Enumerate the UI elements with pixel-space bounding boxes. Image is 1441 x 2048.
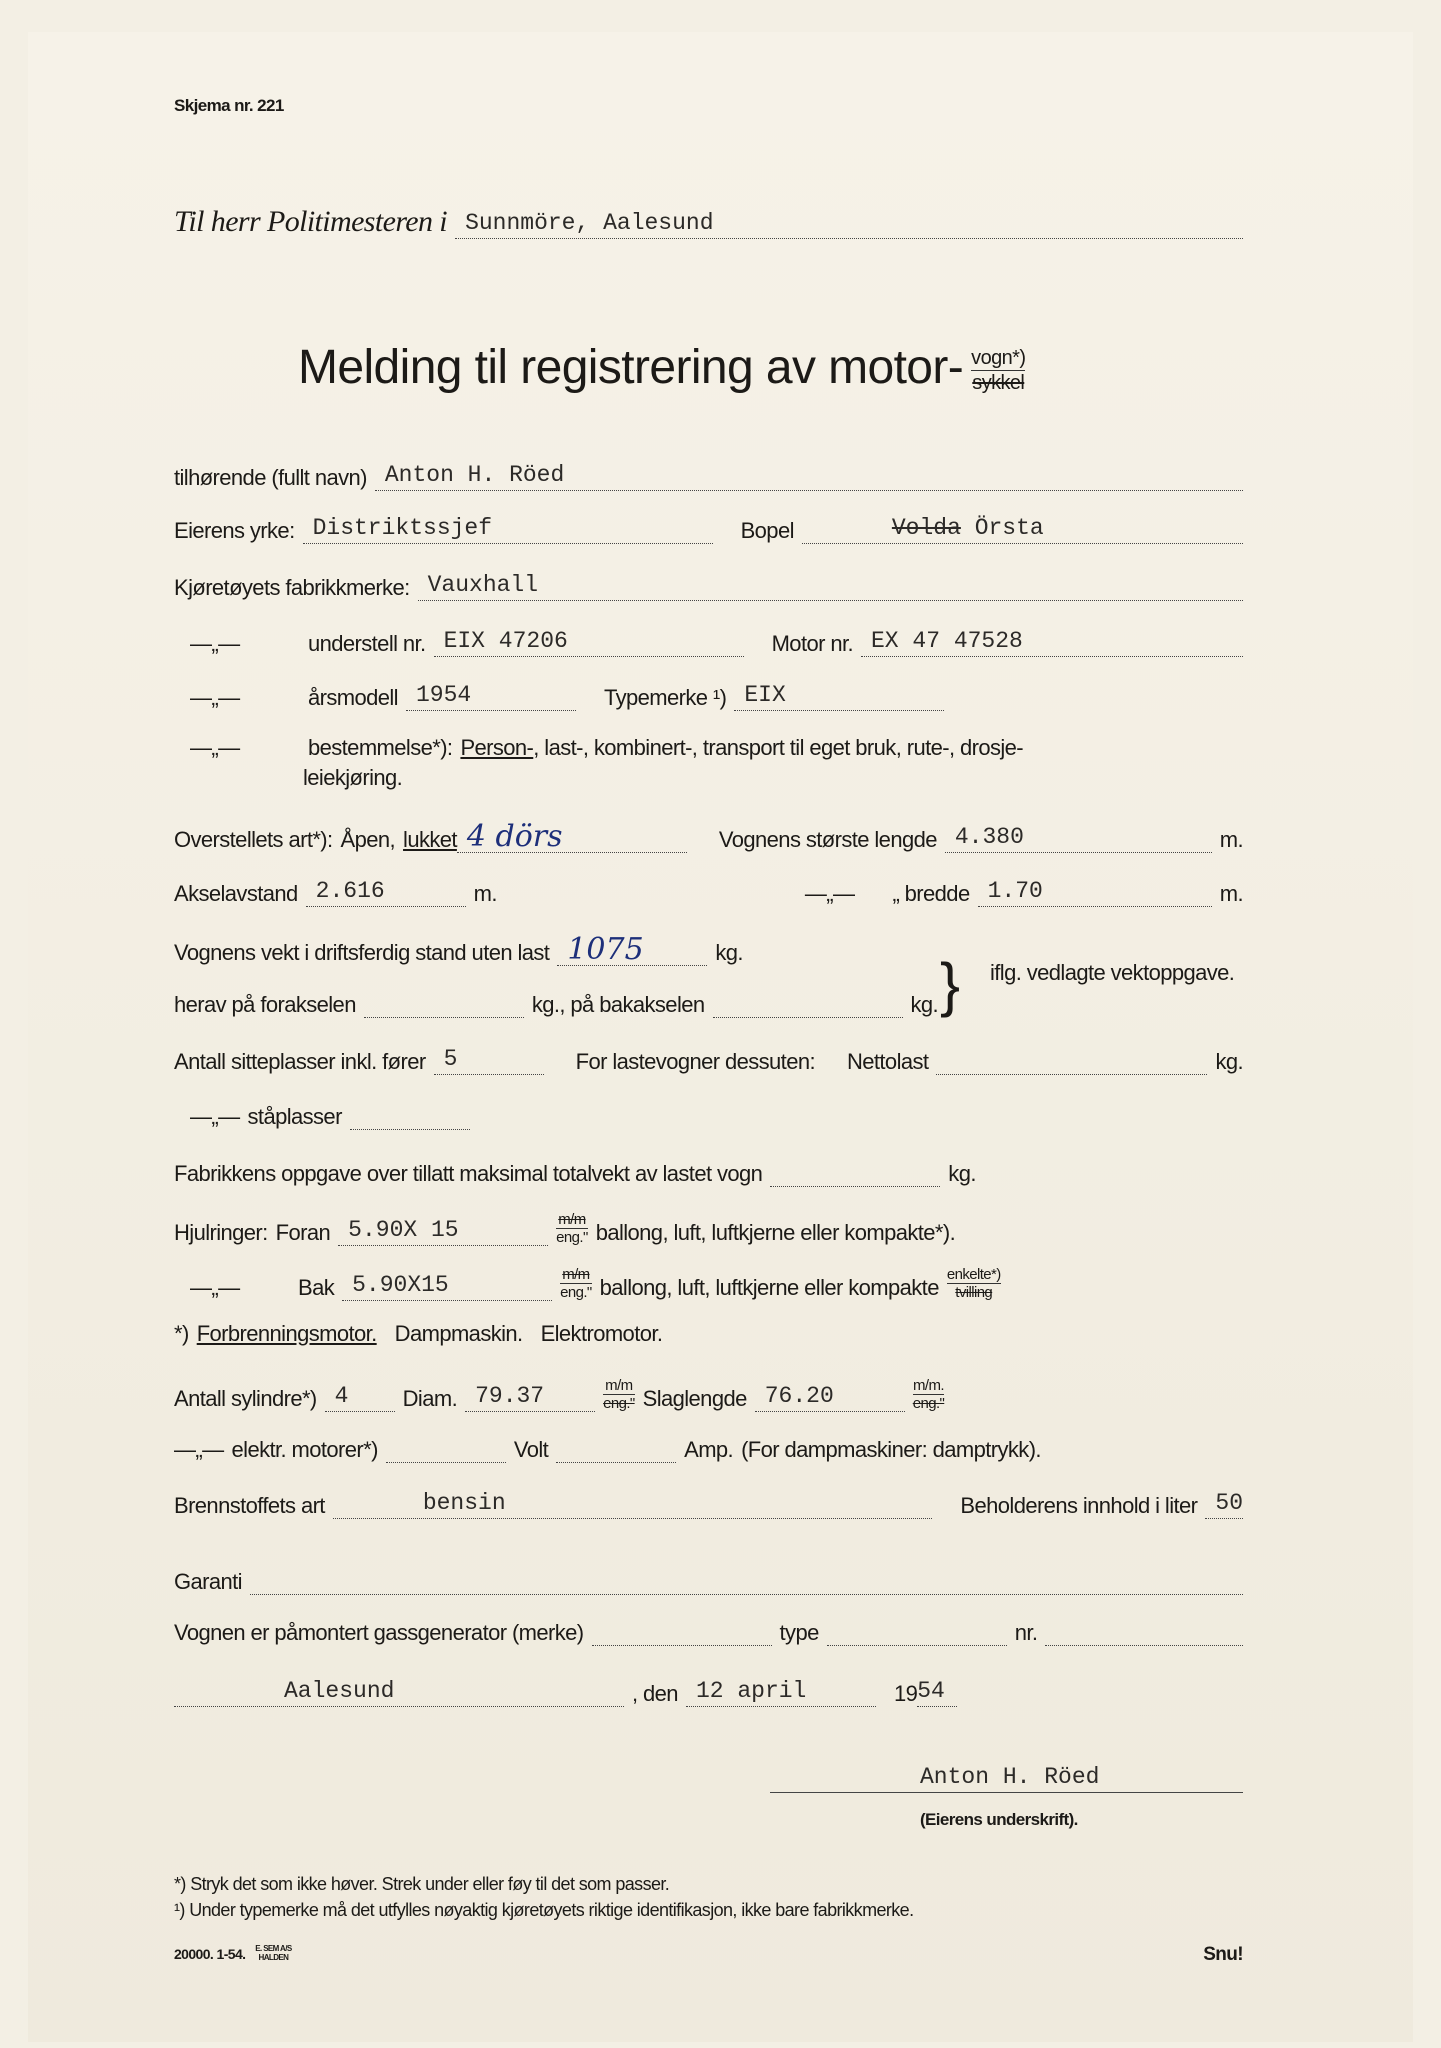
length-unit: m. — [1219, 827, 1243, 852]
electric-row — [174, 1432, 1251, 1463]
ditto-mark: —„— — [174, 1437, 224, 1462]
make-label: Kjøretøyets fabrikkmerke: — [174, 575, 410, 600]
place-field[interactable]: Aalesund — [174, 1676, 624, 1707]
engine-electric: Elektromotor. — [540, 1321, 663, 1346]
weight-label: Vognens vekt i driftsferdig stand uten last — [174, 940, 550, 965]
rear-tire-types: ballong, luft, luftkjerne eller kompakte — [599, 1275, 939, 1300]
date-field[interactable]: 12 april — [686, 1676, 876, 1707]
axle-row — [174, 876, 1251, 907]
stroke-label: Slaglengde — [642, 1386, 747, 1411]
signature-field[interactable]: Anton H. Röed — [770, 1762, 1243, 1793]
print-run: 20000. 1-54. — [174, 1946, 246, 1962]
make-field[interactable]: Vauxhall — [418, 570, 1243, 601]
rear-axle-label: kg., på bakakselen — [531, 992, 705, 1017]
single-twin-choice — [947, 1266, 1001, 1301]
owner-label: tilhørende (fullt navn) — [174, 465, 367, 490]
gas-label: Vognen er påmontert gassgenerator (merke) — [174, 1620, 584, 1645]
gas-type-field[interactable] — [827, 1615, 1007, 1646]
title-vehicle-choice — [971, 346, 1025, 395]
purpose-options-2: leiekjøring. — [303, 765, 403, 790]
model-year-label: årsmodell — [308, 685, 398, 710]
front-tires-label: Foran — [275, 1220, 331, 1245]
option-twin: tvilling — [955, 1284, 993, 1301]
signature-label-text: (Eierens underskrift). — [920, 1810, 1078, 1829]
year-prefix: 19 — [893, 1681, 918, 1706]
width-unit: m. — [1219, 881, 1243, 906]
footnote-text: *) Stryk det som ikke høver. Strek under eller føy til det som passer. — [174, 1874, 670, 1894]
amp-label: Amp. — [684, 1437, 734, 1462]
ditto-mark: —„— — [190, 1275, 240, 1300]
place-date-row — [174, 1676, 1251, 1707]
length-field[interactable]: 4.380 — [945, 822, 1212, 853]
gas-type-label: type — [779, 1620, 819, 1645]
title-text: Melding til registrering av motor- — [298, 341, 964, 394]
axle-unit: m. — [473, 881, 497, 906]
max-weight-unit: kg. — [948, 1161, 976, 1186]
ditto-mark: —„— — [190, 1104, 240, 1129]
body-open: Åpen, — [340, 827, 396, 852]
gas-nr-field[interactable] — [1045, 1615, 1243, 1646]
standing-row — [190, 1099, 1251, 1130]
fuel-row — [174, 1488, 1251, 1519]
engine-selected: Forbrenningsmotor. — [196, 1321, 377, 1346]
fuel-label: Brennstoffets art — [174, 1493, 325, 1518]
chassis-label: understell nr. — [308, 631, 426, 656]
fuel-field[interactable]: bensin — [333, 1488, 933, 1519]
diam-field[interactable]: 79.37 — [465, 1381, 595, 1412]
unit-mm: m/m — [560, 1266, 592, 1284]
motor-label: Motor nr. — [771, 631, 853, 656]
standing-field[interactable] — [350, 1099, 470, 1130]
residence-label: Bopel — [740, 518, 794, 543]
amp-field[interactable] — [556, 1432, 676, 1463]
tires-label: Hjulringer: — [174, 1220, 268, 1245]
addressee-field[interactable]: Sunnmöre, Aalesund — [455, 208, 1243, 239]
body-closed: lukket — [403, 827, 457, 852]
diam-unit-choice — [603, 1377, 635, 1412]
cylinders-label: Antall sylindre*) — [174, 1386, 317, 1411]
standing-label: ståplasser — [247, 1104, 342, 1129]
seats-field[interactable]: 5 — [434, 1044, 544, 1075]
trucks-label: For lastevogner dessuten: — [575, 1049, 815, 1074]
model-year-row — [190, 680, 1251, 711]
year-field[interactable]: 54 — [917, 1676, 957, 1707]
owner-field[interactable]: Anton H. Röed — [375, 460, 1243, 491]
addressee-label: Til herr Politimesteren i — [174, 205, 448, 238]
cylinders-field[interactable]: 4 — [325, 1381, 395, 1412]
purpose-options: , last-, kombinert-, transport til eget bruk, rute-, drosje- — [533, 735, 1024, 760]
gas-row — [174, 1615, 1251, 1646]
max-weight-row — [174, 1156, 1251, 1187]
addressee-row — [174, 205, 1251, 239]
max-weight-label: Fabrikkens oppgave over tillatt maksimal totalvekt av lastet vogn — [174, 1161, 763, 1186]
net-field[interactable] — [936, 1044, 1207, 1075]
warranty-row — [174, 1564, 1251, 1595]
occupation-label: Eierens yrke: — [174, 518, 295, 543]
net-label: Nettolast — [846, 1049, 929, 1074]
volt-field[interactable] — [386, 1432, 506, 1463]
occupation-field[interactable]: Distriktssjef — [303, 513, 713, 544]
front-tires-row — [174, 1211, 1251, 1246]
tank-label: Beholderens innhold i liter — [960, 1493, 1198, 1518]
unit-mm: m/m. — [913, 1377, 944, 1394]
engine-note: *) — [174, 1321, 189, 1346]
rear-unit-choice — [560, 1266, 592, 1301]
form-number — [174, 96, 1251, 116]
body-row — [174, 819, 1251, 854]
warranty-field[interactable] — [250, 1564, 1243, 1595]
front-axle-label: herav på forakselen — [174, 992, 356, 1017]
chassis-field[interactable]: EIX 47206 — [434, 626, 744, 657]
engine-steam: Dampmaskin. — [394, 1321, 523, 1346]
net-unit: kg. — [1215, 1049, 1243, 1074]
stroke-field[interactable]: 76.20 — [755, 1381, 905, 1412]
engine-type-row — [174, 1321, 1251, 1347]
gas-nr-label: nr. — [1014, 1620, 1038, 1645]
front-unit-choice — [556, 1211, 588, 1246]
width-label: „ bredde — [892, 881, 970, 906]
diam-label: Diam. — [402, 1386, 458, 1411]
bracket-note-text: iflg. vedlagte vektoppgave. — [990, 960, 1235, 985]
width-field[interactable]: 1.70 — [978, 876, 1212, 907]
purpose-row-2 — [303, 765, 1251, 791]
footnote-1 — [174, 1874, 1251, 1895]
motor-field[interactable]: EX 47 47528 — [861, 626, 1243, 657]
ditto-mark: —„— — [190, 735, 240, 760]
rear-axle-unit: kg. — [910, 992, 939, 1017]
footnote-text: ¹) Under typemerke må det utfylles nøyaktig kjøretøyets riktige identifikasjon, ikke bare fabrikkmerke. — [174, 1900, 914, 1920]
volt-label: Volt — [513, 1437, 549, 1462]
turn-over — [1203, 1944, 1251, 1966]
form-number-text: Skjema nr. 221 — [174, 96, 284, 115]
seats-label: Antall sitteplasser inkl. fører — [174, 1049, 426, 1074]
residence-field[interactable] — [802, 513, 1243, 544]
unit-mm: m/m — [556, 1211, 588, 1229]
paper — [28, 32, 1413, 2042]
purpose-selected: Person- — [460, 735, 534, 760]
cylinders-row — [174, 1377, 1251, 1412]
axle-field[interactable]: 2.616 — [306, 876, 466, 907]
unit-eng: eng." — [560, 1284, 592, 1301]
body-field[interactable]: 4 dörs — [457, 822, 687, 853]
residence-value: Örsta — [974, 515, 1044, 541]
axle-label: Akselavstand — [174, 881, 298, 906]
bracket-note — [990, 960, 1242, 986]
front-tire-types: ballong, luft, luftkjerne eller kompakte*). — [595, 1220, 956, 1245]
stroke-unit-choice — [913, 1377, 945, 1412]
max-weight-field[interactable] — [770, 1156, 940, 1187]
signature-row — [770, 1762, 1251, 1793]
unit-eng: eng." — [603, 1395, 635, 1412]
purpose-label: bestemmelse*): — [308, 735, 453, 760]
turn-over-text: Snu! — [1203, 1944, 1243, 1965]
unit-eng: eng." — [912, 1395, 945, 1412]
bracket-icon: } — [940, 951, 961, 1018]
front-tires-field[interactable]: 5.90X 15 — [338, 1215, 548, 1246]
occupation-row — [174, 513, 1251, 544]
front-axle-field[interactable] — [364, 987, 524, 1018]
rear-tires-row — [190, 1266, 1251, 1301]
tank-field[interactable]: 50 — [1205, 1488, 1243, 1519]
purpose-row — [190, 735, 1251, 761]
rear-tires-field[interactable]: 5.90X15 — [342, 1270, 552, 1301]
make-row — [174, 570, 1251, 601]
unit-eng: eng." — [556, 1229, 588, 1246]
steam-note: (For dampmaskiner: damptrykk). — [741, 1437, 1041, 1462]
chassis-row — [190, 626, 1251, 657]
gas-make-field[interactable] — [592, 1615, 772, 1646]
form-title — [298, 340, 1251, 395]
type-field[interactable]: EIX — [734, 680, 944, 711]
body-label: Overstellets art*): — [174, 827, 333, 852]
owner-row — [174, 460, 1251, 491]
seats-row — [174, 1044, 1251, 1075]
axle-weight-row — [174, 987, 1251, 1018]
ditto-mark: —„— — [804, 881, 855, 906]
den-label: , den — [632, 1681, 678, 1706]
weight-unit: kg. — [715, 940, 743, 965]
rear-axle-field[interactable] — [713, 987, 903, 1018]
signature-label — [920, 1810, 1086, 1830]
print-info — [174, 1944, 1251, 1962]
option-single: enkelte*) — [946, 1266, 1001, 1283]
option-vogn: vogn*) — [971, 347, 1026, 369]
rear-tires-label: Bak — [298, 1275, 335, 1300]
option-sykkel: sykkel — [972, 372, 1025, 394]
weight-field[interactable]: 1075 — [557, 935, 707, 966]
printer: E. SEM A/S HALDEN — [255, 1944, 292, 1962]
electric-label: elektr. motorer*) — [231, 1437, 378, 1462]
type-label: Typemerke ¹) — [603, 685, 727, 710]
footnote-2 — [174, 1900, 1251, 1921]
residence-struck: Volda — [891, 515, 961, 541]
length-label: Vognens største lengde — [718, 827, 937, 852]
model-year-field[interactable]: 1954 — [406, 680, 576, 711]
ditto-mark: —„— — [190, 631, 240, 656]
warranty-label: Garanti — [174, 1569, 242, 1594]
unit-mm: m/m — [603, 1377, 635, 1395]
ditto-mark: —„— — [190, 685, 240, 710]
